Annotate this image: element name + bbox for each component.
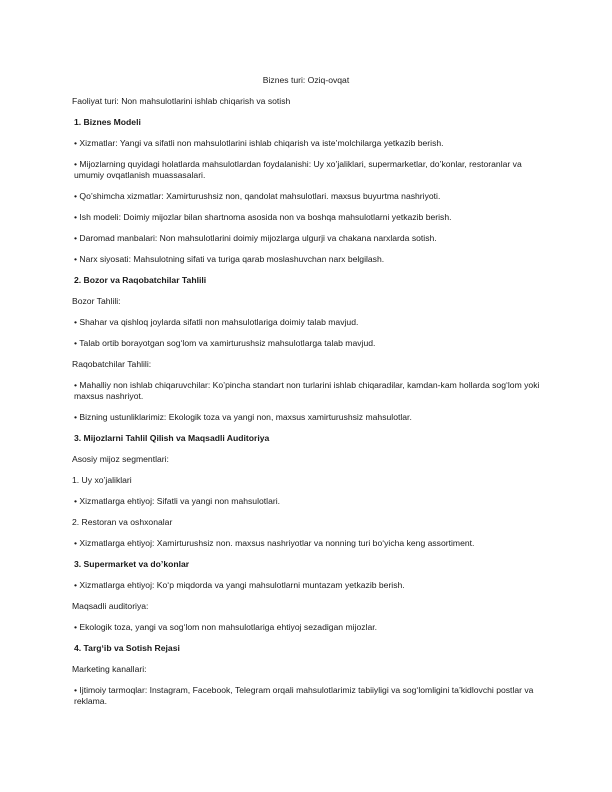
bullet-item: • Xizmatlar: Yangi va sifatli non mahsulotlarini ishlab chiqarish va iste’molchilarga yetkazib berish. <box>74 138 444 148</box>
bullet-item: • Bizning ustunliklarimiz: Ekologik toza va yangi non, maxsus xamirturushsiz mahsulotlar. <box>74 412 412 422</box>
bullet-item: • Xizmatlarga ehtiyoj: Sifatli va yangi non mahsulotlari. <box>74 496 281 506</box>
section-heading: 2. Bozor va Raqobatchilar Tahlili <box>74 275 207 285</box>
bullet-item: • Mijozlarning quyidagi holatlarda mahsulotlardan foydalanishi: Uy xo’jaliklari, supermarketlar, do’konlar, restoranlar va umumiy ovqatlanish muassasalari. <box>74 159 522 180</box>
document-title: Biznes turi: Oziq-ovqat <box>262 75 350 85</box>
paragraph: 1. Uy xo’jaliklari <box>72 475 132 485</box>
paragraph: Faoliyat turi: Non mahsulotlarini ishlab chiqarish va sotish <box>72 96 291 106</box>
paragraph: Maqsadli auditoriya: <box>72 601 149 611</box>
bullet-item: • Talab ortib borayotgan sog‘lom va xamirturushsiz mahsulotlarga talab mavjud. <box>74 338 376 348</box>
section-heading: 3. Mijozlarni Tahlil Qilish va Maqsadli Auditoriya <box>74 433 270 443</box>
section-heading: 1. Biznes Modeli <box>74 117 141 127</box>
bullet-item: • Xizmatlarga ehtiyoj: Ko‘p miqdorda va yangi mahsulotlarni muntazam yetkazib berish. <box>74 580 405 590</box>
section-heading: 4. Targ‘ib va Sotish Rejasi <box>74 643 180 653</box>
bullet-item: • Ish modeli: Doimiy mijozlar bilan shartnoma asosida non va boshqa mahsulotlarni yetkazib berish. <box>74 212 452 222</box>
paragraph: Bozor Tahlili: <box>72 296 121 306</box>
section-heading: 3. Supermarket va do’konlar <box>74 559 190 569</box>
document-body <box>72 96 542 717</box>
bullet-item: • Ekologik toza, yangi va sog‘lom non mahsulotlariga ehtiyoj sezadigan mijozlar. <box>74 622 377 632</box>
bullet-item: • Mahalliy non ishlab chiqaruvchilar: Ko’pincha standart non turlarini ishlab chiqaradilar, kamdan-kam hollarda sog‘lom yoki maxsus nashriyot. <box>74 380 540 401</box>
paragraph: Raqobatchilar Tahlili: <box>72 359 152 369</box>
bullet-item: • Xizmatlarga ehtiyoj: Xamirturushsiz non. maxsus nashriyotlar va nonning turi bo‘yicha keng assortiment. <box>74 538 475 548</box>
bullet-item: • Daromad manbalari: Non mahsulotlarini doimiy mijozlarga ulgurji va chakana narxlarda sotish. <box>74 233 437 243</box>
bullet-item: • Ijtimoiy tarmoqlar: Instagram, Facebook, Telegram orqali mahsulotlarimiz tabiiyligi va sog‘lomligini ta’kidlovchi postlar va reklama. <box>74 685 534 706</box>
paragraph: Marketing kanallari: <box>72 664 147 674</box>
bullet-item: • Shahar va qishloq joylarda sifatli non mahsulotlariga doimiy talab mavjud. <box>74 317 359 327</box>
bullet-item: • Qo’shimcha xizmatlar: Xamirturushsiz non, qandolat mahsulotlari. maxsus buyurtma nashriyoti. <box>74 191 441 201</box>
bullet-item: • Narx siyosati: Mahsulotning sifati va turiga qarab moslashuvchan narx belgilash. <box>74 254 385 264</box>
paragraph: 2. Restoran va oshxonalar <box>72 517 173 527</box>
paragraph: Asosiy mijoz segmentlari: <box>72 454 169 464</box>
